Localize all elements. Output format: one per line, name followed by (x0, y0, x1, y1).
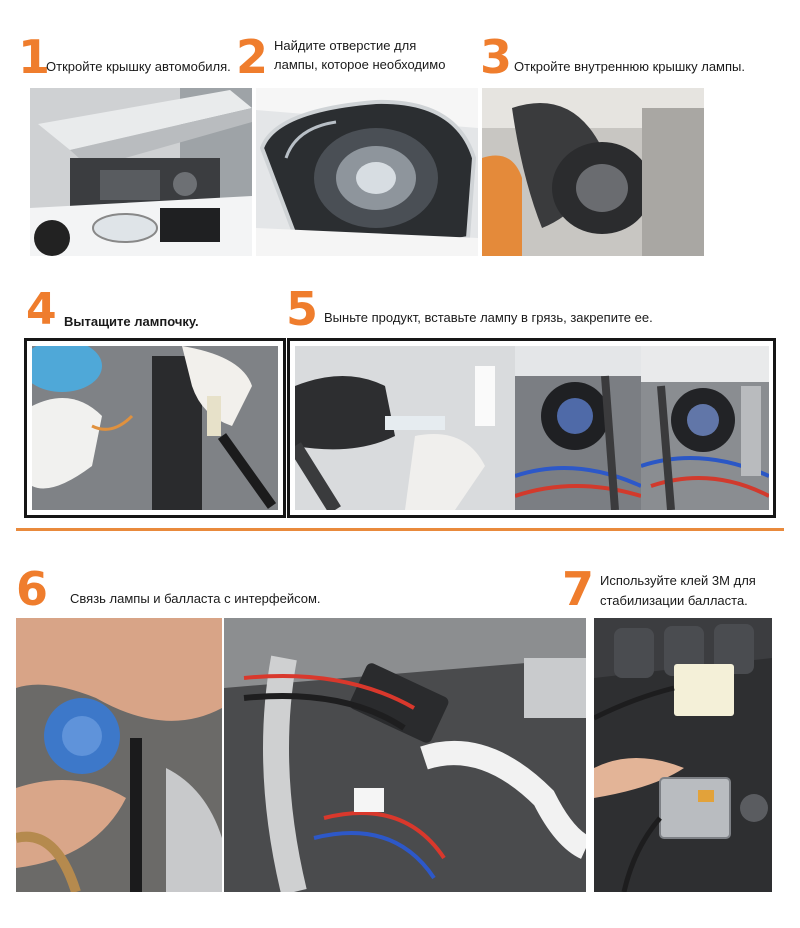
step-1-number: 1 (18, 30, 51, 84)
step-3-photo-lamp-cover (482, 88, 704, 256)
step-2-caption-line2: лампы, которое необходимо (274, 57, 446, 72)
step-5-photo-wiring-right (641, 346, 769, 510)
step-2-photo-headlight (256, 88, 478, 256)
step-5-number: 5 (286, 282, 319, 336)
step-2-caption-line1: Найдите отверстие для (274, 38, 417, 53)
step-6-photo-ballast-wiring (224, 618, 586, 892)
step-6-number: 6 (16, 562, 49, 616)
step-1-photo-car-hood-open (30, 88, 252, 256)
step-2-number: 2 (236, 30, 269, 84)
step-6-caption: Связь лампы и балласта с интерфейсом. (70, 591, 321, 606)
step-4-number: 4 (26, 284, 57, 335)
step-7-photo-mount-ballast (594, 618, 772, 892)
step-4-photo-remove-bulb (32, 346, 278, 510)
step-7-number: 7 (562, 562, 595, 616)
step-4-photo-frame (24, 338, 286, 518)
step-4-caption: Вытащите лампочку. (64, 314, 199, 329)
step-3-caption: Откройте внутреннюю крышку лампы. (514, 59, 745, 74)
step-3-number: 3 (480, 30, 513, 84)
step-7-caption-line2: стабилизации балласта. (600, 593, 748, 608)
step-7-caption-line1: Используйте клей 3M для (600, 573, 756, 588)
step-5-photo-frame (287, 338, 776, 518)
step-6-photo-hand-connector (16, 618, 222, 892)
section-divider (16, 528, 784, 531)
step-5-photo-wiring-left (515, 346, 641, 510)
step-5-caption: Выньте продукт, вставьте лампу в грязь, закрепите ее. (324, 310, 653, 325)
step-1-caption: Откройте крышку автомобиля. (46, 59, 231, 74)
step-5-photo-insert-lamp (295, 346, 515, 510)
